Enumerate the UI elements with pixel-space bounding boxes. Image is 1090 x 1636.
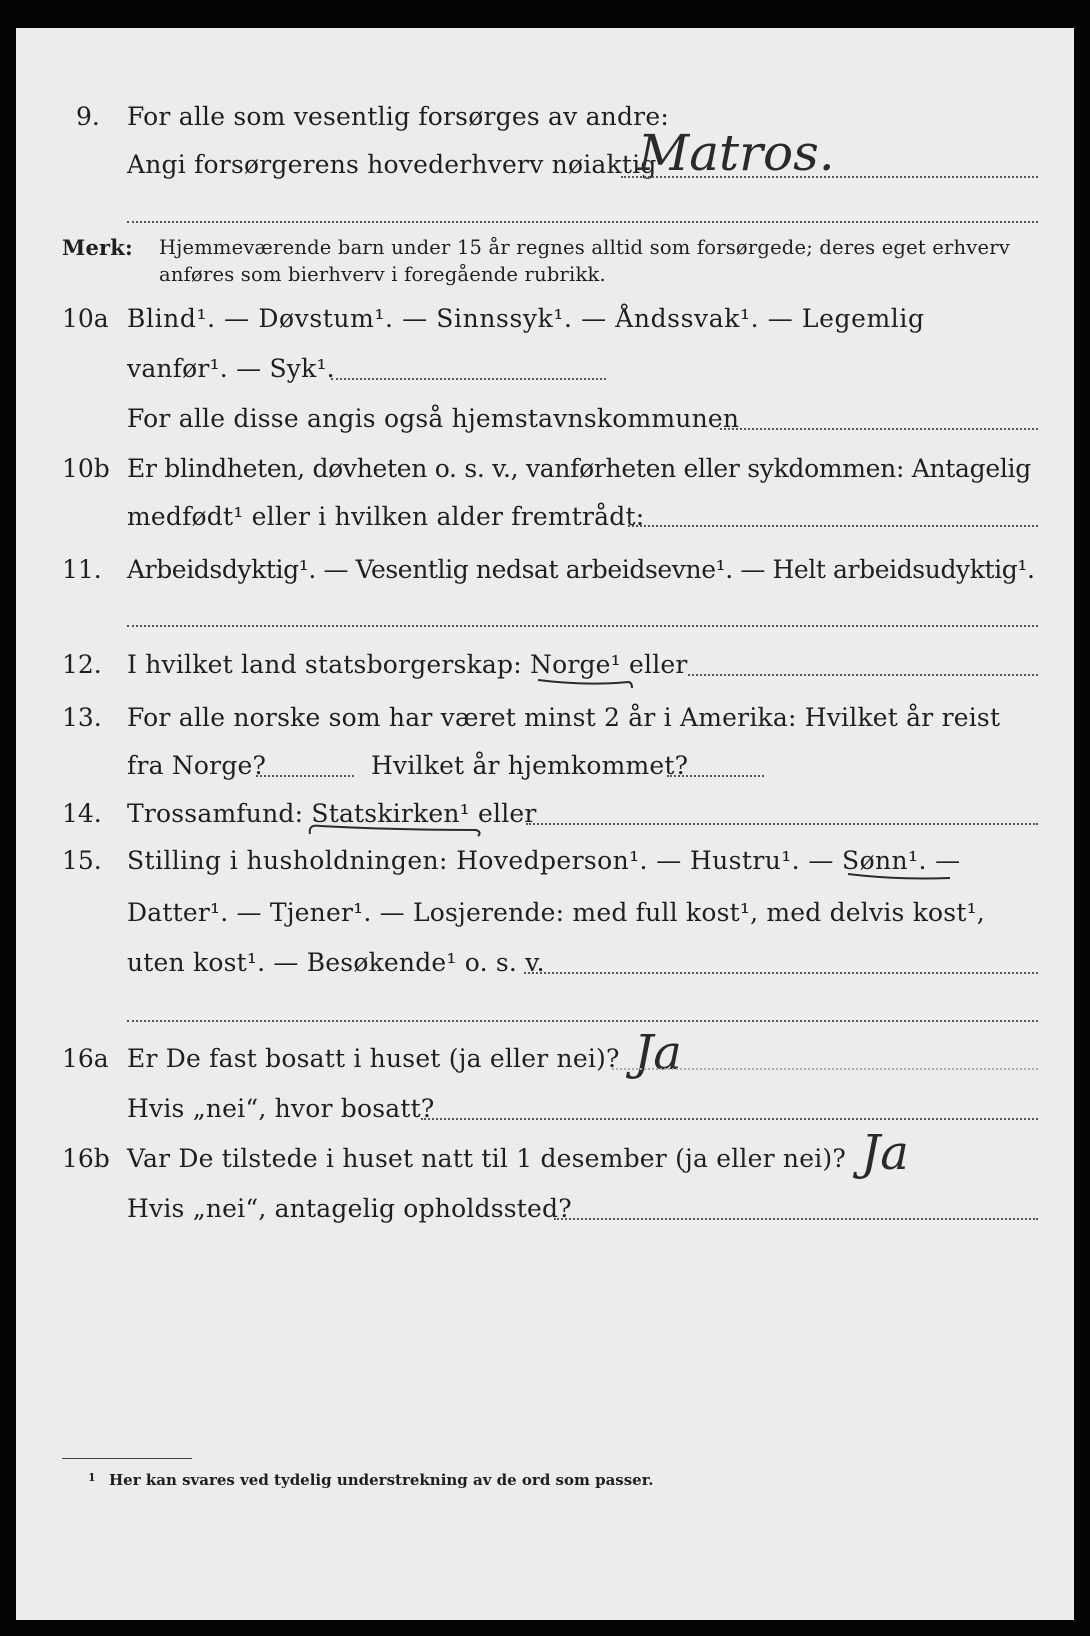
q15-answer-line <box>524 972 1038 974</box>
q16b-line1: Var De tilstede i huset natt til 1 desember (ja eller nei)? <box>127 1144 846 1173</box>
q12-number: 12. <box>62 650 102 679</box>
q16b-opholdssted-line <box>554 1218 1038 1220</box>
q13-reist-line <box>256 775 354 777</box>
q16a-answer-line <box>612 1068 1038 1070</box>
q16a-number: 16a <box>62 1044 109 1073</box>
census-form-page <box>16 28 1074 1620</box>
q9-answer-line <box>621 176 1038 178</box>
q16b-number: 16b <box>62 1144 110 1173</box>
q9-line2: Angi forsørgerens hovederhverv nøiaktig <box>127 150 657 179</box>
q14-line1: Trossamfund: Statskirken¹ eller <box>127 799 537 828</box>
q10a-kommune-line <box>720 428 1038 430</box>
q15-number: 15. <box>62 846 102 875</box>
q16b-line2: Hvis „nei“, antagelig opholdssted? <box>127 1194 572 1223</box>
q13-line2a: fra Norge? <box>127 751 267 780</box>
q13-line2b: Hvilket år hjemkommet? <box>371 751 689 780</box>
merk-line1: Hjemmeværende barn under 15 år regnes alltid som forsørgede; deres eget erhverv <box>159 236 1011 259</box>
footnote-mark: 1 <box>88 1471 96 1484</box>
q16a-handwritten-answer: Ja <box>634 1025 682 1081</box>
q14-answer-line <box>526 823 1038 825</box>
q11-number: 11. <box>62 555 102 584</box>
q13-number: 13. <box>62 703 102 732</box>
footnote-text: Her kan svares ved tydelig understrekning av de ord som passer. <box>109 1471 654 1489</box>
q11-extra-line <box>127 625 1038 627</box>
q10b-line2: medfødt¹ eller i hvilken alder fremtrådt: <box>127 502 645 531</box>
q15-line3: uten kost¹. — Besøkende¹ o. s. v. <box>127 948 545 977</box>
q14-number: 14. <box>62 799 102 828</box>
q10a-line1: Blind¹. — Døvstum¹. — Sinnssyk¹. — Åndssvak¹. — Legemlig <box>127 304 925 333</box>
q10a-number: 10a <box>62 304 109 333</box>
q10b-line1: Er blindheten, døvheten o. s. v., vanførheten eller sykdommen: Antagelig <box>127 454 1031 483</box>
q9-extra-line <box>127 221 1038 223</box>
q13-line1: For alle norske som har været minst 2 år i Amerika: Hvilket år reist <box>127 703 1001 732</box>
q10a-line3: For alle disse angis også hjemstavnskommunen <box>127 404 740 433</box>
merk-line2: anføres som bierhverv i foregående rubrikk. <box>159 263 606 286</box>
q10a-sick-line <box>331 378 606 380</box>
q16a-bosatt-line <box>421 1118 1038 1120</box>
merk-label: Merk: <box>62 235 133 260</box>
q10b-answer-line <box>628 525 1038 527</box>
q15-line2: Datter¹. — Tjener¹. — Losjerende: med full kost¹, med delvis kost¹, <box>127 898 985 927</box>
q15-sonn-underline <box>846 870 956 884</box>
q9-line1: For alle som vesentlig forsørges av andre: <box>127 102 669 131</box>
q16b-handwritten-answer: Ja <box>861 1125 909 1181</box>
q15-line1: Stilling i husholdningen: Hovedperson¹. — Hustru¹. — Sønn¹. — <box>127 846 961 875</box>
q15-extra-line <box>127 1020 1038 1022</box>
q12-answer-line <box>688 674 1038 676</box>
q9-number: 9. <box>76 102 100 131</box>
q13-hjemkommet-line <box>667 775 764 777</box>
q12-norge-underline <box>536 676 636 690</box>
q11-line1: Arbeidsdyktig¹. — Vesentlig nedsat arbeidsevne¹. — Helt arbeidsudyktig¹. <box>127 555 1035 584</box>
footnote-rule <box>62 1458 192 1459</box>
q14-statskirken-underline <box>306 820 486 840</box>
q12-line1: I hvilket land statsborgerskap: Norge¹ eller <box>127 650 688 679</box>
q16a-line2: Hvis „nei“, hvor bosatt? <box>127 1094 435 1123</box>
q9-handwritten-answer: Matros. <box>638 124 835 182</box>
q16a-line1: Er De fast bosatt i huset (ja eller nei)? <box>127 1044 620 1073</box>
q10b-number: 10b <box>62 454 110 483</box>
q10a-line2: vanfør¹. — Syk¹. <box>127 354 335 383</box>
